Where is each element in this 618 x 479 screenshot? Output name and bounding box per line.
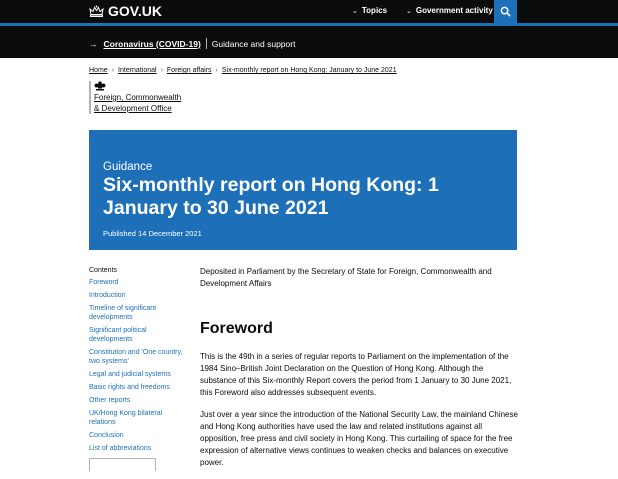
organisation-link-line2[interactable]: & Development Office <box>94 104 172 113</box>
chevron-right-icon: › <box>111 67 115 74</box>
contents-list <box>89 266 189 457</box>
govuk-logo-link[interactable] <box>89 3 162 19</box>
breadcrumb <box>89 67 397 74</box>
breadcrumb-foreign-affairs[interactable]: Foreign affairs <box>166 67 212 74</box>
chevron-right-icon: › <box>160 67 163 74</box>
govuk-header <box>0 0 618 23</box>
title-banner <box>89 130 517 250</box>
contents-heading: Contents <box>89 267 118 274</box>
contents-item-abbreviations[interactable]: List of abbreviations <box>89 445 152 452</box>
section-heading-foreword: Foreword <box>200 320 273 337</box>
chevron-down-icon: ⌄ <box>406 7 412 15</box>
page-title: Six-monthly report on Hong Kong: 1 January to 30 June 2021 <box>103 174 439 219</box>
deposited-note: Deposited in Parliament by the Secretary of State for Foreign, Commonwealth and Development Affairs <box>200 267 492 288</box>
contents-item-basic-rights[interactable]: Basic rights and freedoms <box>89 384 170 391</box>
covid-banner <box>0 26 618 58</box>
arrow-right-icon: → <box>89 38 98 49</box>
divider <box>206 38 207 49</box>
search-icon <box>500 6 511 17</box>
document-type-caption: Guidance <box>103 161 153 173</box>
nav-government-activity-label: Government activity <box>415 6 493 15</box>
search-button[interactable] <box>494 0 517 23</box>
breadcrumb-current-page[interactable]: Six-monthly report on Hong Kong: January to June 2021 <box>221 67 397 74</box>
paragraph: This is the 49th in a series of regular reports to Parliament on the implementation of the 1984 Sino–British Joint Declaration on the Question of Hong Kong. Although the substance of this Six-monthly Report covers the period from 1 January to 30 June 2021, this Foreword also addresses subsequent events. <box>200 352 512 397</box>
breadcrumb-international[interactable]: International <box>118 67 157 74</box>
contents-item-bilateral-relations[interactable]: UK/Hong Kong bilateral relations <box>89 410 163 426</box>
contents-item-other-reports[interactable]: Other reports <box>89 397 131 404</box>
contents-item-foreword[interactable]: Foreword <box>89 279 119 286</box>
contents-item-introduction[interactable]: Introduction <box>89 292 126 299</box>
print-button[interactable] <box>89 458 156 471</box>
main-content <box>200 266 520 479</box>
contents-item-constitution[interactable]: Constitution and 'One country, two systems' <box>89 349 183 365</box>
breadcrumb-home[interactable]: Home <box>89 67 108 74</box>
royal-arms-icon <box>94 81 106 91</box>
organisation-logo <box>89 81 181 114</box>
contents-item-timeline[interactable]: Timeline of significant developments <box>89 305 157 321</box>
contents-item-legal-judicial[interactable]: Legal and judicial systems <box>89 371 171 378</box>
logo-text: GOV.UK <box>108 3 162 19</box>
nav-topics[interactable] <box>352 6 387 15</box>
chevron-down-icon: ⌄ <box>352 7 358 15</box>
chevron-right-icon: › <box>215 67 218 74</box>
organisation-link-line1[interactable]: Foreign, Commonwealth <box>94 93 182 102</box>
covid-suffix: Guidance and support <box>211 38 296 49</box>
paragraph: Just over a year since the introduction of the National Security Law, the mainland Chinese and Hong Kong authorities have used the law and related institutions against all opposition, free press and civil society in Hong Kong. This curtailing of space for the free expression of alternative views continues to weaken checks and balances on executive power. <box>200 410 518 467</box>
crown-icon <box>89 5 104 17</box>
nav-government-activity[interactable] <box>406 6 493 15</box>
contents-item-conclusion[interactable]: Conclusion <box>89 432 124 439</box>
contents-item-political-developments[interactable]: Significant political developments <box>89 327 147 343</box>
published-date: Published 14 December 2021 <box>103 229 202 238</box>
covid-link[interactable]: Coronavirus (COVID-19) <box>103 38 201 49</box>
nav-topics-label: Topics <box>361 6 388 15</box>
